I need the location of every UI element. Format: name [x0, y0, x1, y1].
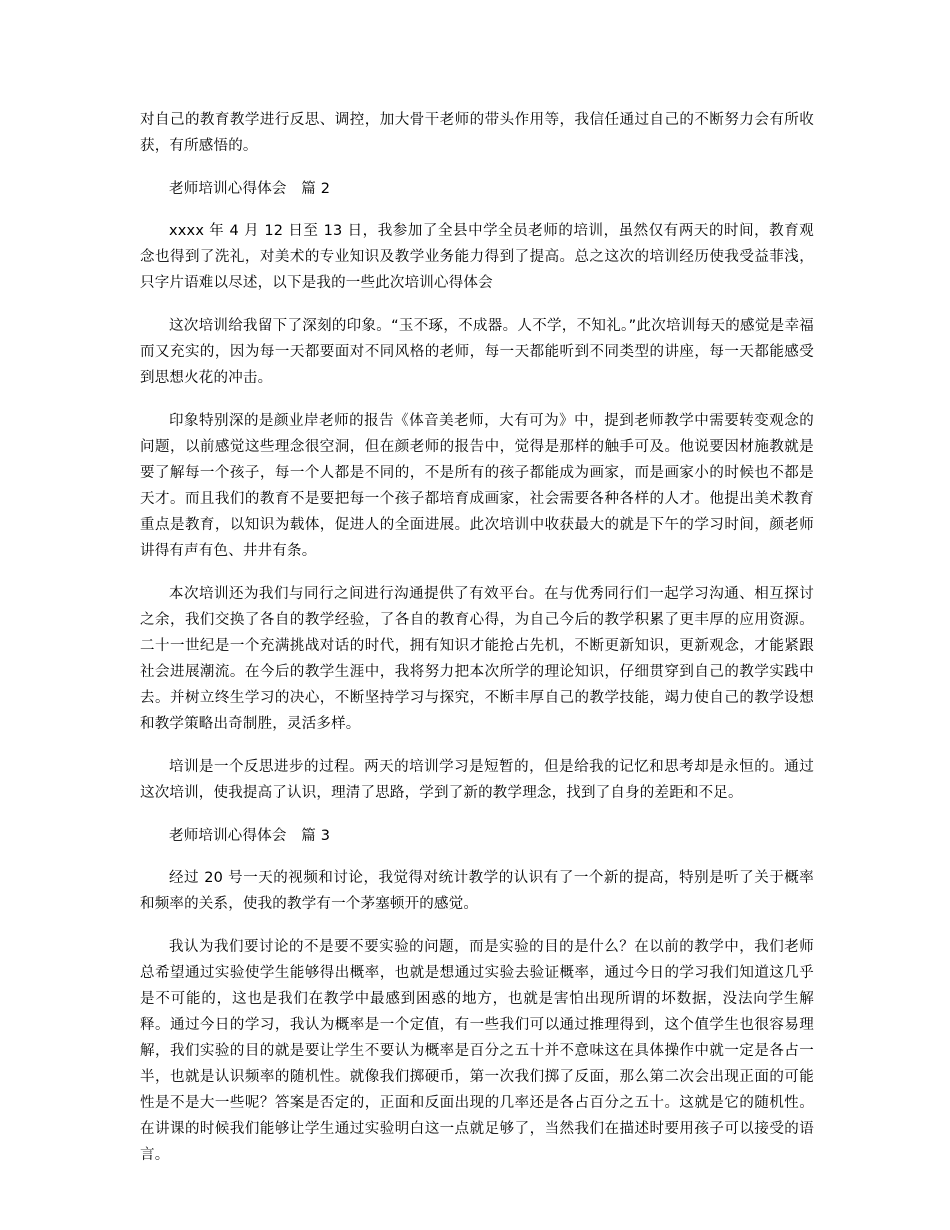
paragraph-intro: 对自己的教育教学进行反思、调控，加大骨干老师的带头作用等，我信任通过自己的不断努力会有所收获，有所感悟的。: [140, 112, 814, 154]
paragraph-2-4: 本次培训还为我们与同行之间进行沟通提供了有效平台。在与优秀同行们一起学习沟通、相互探讨之余，我们交换了各自的教学经验，了各自的教育心得，为自己今后的教学积累了更丰厚的应用资源。二十一世纪是一个充满挑战对话的时代，拥有知识才能抢占先机，不断更新知识，更新观念，才能紧跟社会进展潮流。在今后的教学生涯中，我将努力把本次所学的理论知识，仔细贯穿到自己的教学实践中去。并树立终生学习的决心，不断坚持学习与探究，不断丰厚自己的教学技能，竭力使自己的教学设想和教学策略出奇制胜，灵活多样。: [140, 586, 814, 732]
paragraph-2-2: 这次培训给我留下了深刻的印象。“玉不琢，不成器。人不学，不知礼。”此次培训每天的感觉是幸福而又充实的，因为每一天都要面对不同风格的老师，每一天都能听到不同类型的讲座，每一天都能感受到思想火花的冲击。: [140, 318, 814, 386]
paragraph-2-3: 印象特别深的是颜业岸老师的报告《体音美老师，大有可为》中，提到老师教学中需要转变观念的问题，以前感觉这些理念很空洞，但在颜老师的报告中，觉得是那样的触手可及。他说要因材施教就是要了解每一个孩子，每一个人都是不同的，不是所有的孩子都能成为画家，而是画家小的时候也不都是天才。而且我们的教育不是要把每一个孩子都培育成画家，社会需要各种各样的人才。他提出美术教育重点是教育，以知识为载体，促进人的全面进展。此次培训中收获最大的就是下午的学习时间，颜老师讲得有声有色、井井有条。: [140, 413, 814, 559]
paragraph-3-2: 我认为我们要讨论的不是要不要实验的问题，而是实验的目的是什么？在以前的教学中，我们老师总希望通过实验使学生能够得出概率，也就是想通过实验去验证概率，通过今日的学习我们知道这几乎是不可能的，这也是我们在教学中最感到困惑的地方，也就是害怕出现所谓的坏数据，没法向学生解释。通过今日的学习，我认为概率是一个定值，有一些我们可以通过推理得到，这个值学生也很容易理解，我们实验的目的就是要让学生不要认为概率是百分之五十并不意味这在具体操作中就一定是各占一半，也就是认识频率的随机性。就像我们掷硬币，第一次我们掷了反面，那么第二次会出现正面的可能性是不是大一些呢？答案是否定的，正面和反面出现的几率还是各占百分之五十。这就是它的随机性。在讲课的时候我们能够让学生通过实验明白这一点就足够了，当然我们在描述时要用孩子可以接受的语言。: [140, 939, 814, 1163]
paragraph-3-1: 经过 20 号一天的视频和讨论，我觉得对统计教学的认识有了一个新的提高，特别是听了关于概率和频率的关系，使我的教学有一个茅塞顿开的感觉。: [140, 870, 814, 912]
document-page: [140, 107, 814, 1185]
paragraph-2-1: xxxx 年 4 月 12 日至 13 日，我参加了全县中学全员老师的培训，虽然仅有两天的时间，教育观念也得到了洗礼，对美术的专业知识及教学业务能力得到了提高。总之这次的培训经历使我受益菲浅，只字片语难以尽述，以下是我的一些此次培训心得体会: [140, 223, 814, 291]
section-heading-3: 老师培训心得体会 篇 3: [169, 828, 331, 844]
section-heading-2: 老师培训心得体会 篇 2: [169, 181, 331, 197]
paragraph-2-5: 培训是一个反思进步的过程。两天的培训学习是短暂的，但是给我的记忆和思考却是永恒的。通过这次培训，使我提高了认识，理清了思路，学到了新的教学理念，找到了自身的差距和不足。: [140, 759, 814, 801]
